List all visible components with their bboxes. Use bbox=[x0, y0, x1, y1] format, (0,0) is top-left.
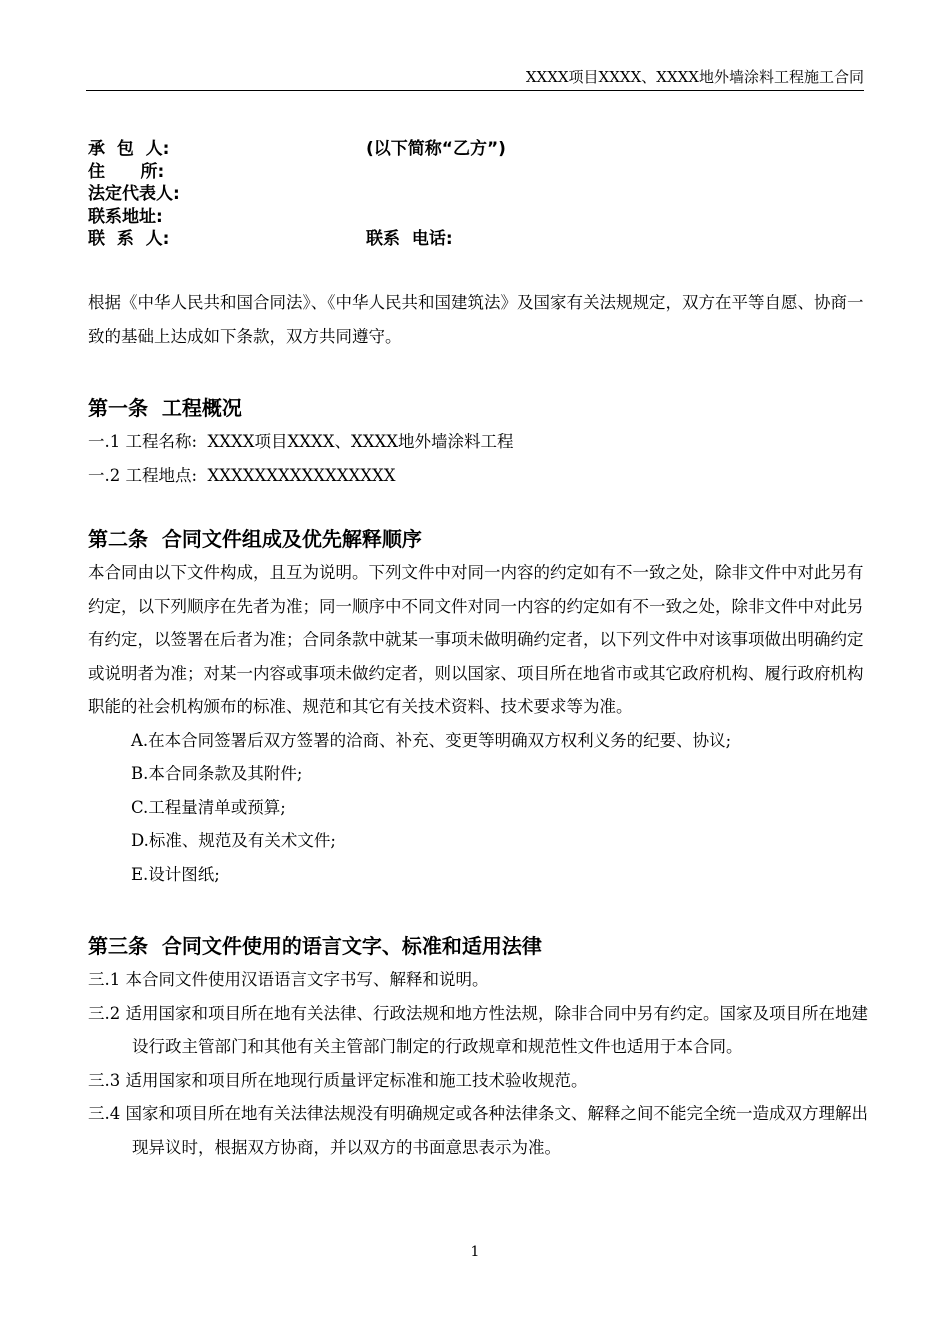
contractor-note: (以下简称“乙方”) bbox=[366, 139, 506, 159]
party-info-block bbox=[88, 138, 506, 251]
article-2-list-c: C.工程量清单或预算; bbox=[131, 797, 286, 817]
article-2-title: 第二条 合同文件组成及优先解释顺序 bbox=[88, 527, 422, 551]
article-3-item-2: 三.2 适用国家和项目所在地有关法律、行政法规和地方性法规，除非合同中另有约定。国家及项目所在地建设行政主管部门和其他有关主管部门制定的行政规章和规范性文件也适用于本合同。 bbox=[88, 1003, 868, 1056]
legal-rep-label: 法定代表人: bbox=[88, 184, 180, 204]
article-2-list-b: B.本合同条款及其附件; bbox=[131, 764, 303, 783]
page-header bbox=[86, 66, 864, 91]
article-2-body: 本合同由以下文件构成，且互为说明。下列文件中对同一内容的约定如有不一致之处，除非文件中对此另有约定，以下列顺序在先者为准；同一顺序中不同文件对同一内容的约定如有不一致之处，除非文件中对此另有约定，以签署在后者为准；合同条款中就某一事项未做明确约定者，以下列文件中对该事项做出明确约定或说明者为准；对某一内容或事项未做约定者，则以国家、项目所在地省市或其它政府机构、履行政府机构职能的社会机构颁布的标准、规范和其它有关技术资料、技术要求等为准。 bbox=[88, 563, 864, 716]
header-title: XXXX项目XXXX、XXXX地外墙涂料工程施工合同 bbox=[525, 68, 864, 86]
article-3-item-1: 三.1 本合同文件使用汉语语言文字书写、解释和说明。 bbox=[88, 970, 489, 989]
page-number: 1 bbox=[470, 1244, 480, 1260]
article-3-title: 第三条 合同文件使用的语言文字、标准和适用法律 bbox=[88, 934, 542, 958]
address-label: 住 所: bbox=[88, 161, 165, 182]
phone-label: 联系 电话: bbox=[366, 229, 453, 249]
article-2-list-e: E.设计图纸; bbox=[131, 864, 220, 884]
article-1-item-2: 一.2 工程地点: XXXXXXXXXXXXXXXX bbox=[88, 465, 396, 485]
article-3-item-3: 三.3 适用国家和项目所在地现行质量评定标准和施工技术验收规范。 bbox=[88, 1070, 588, 1090]
legal-rep-row bbox=[88, 183, 180, 206]
contractor-label: 承 包 人: bbox=[88, 139, 170, 159]
article-2-list-a: A.在本合同签署后双方签署的洽商、补充、变更等明确双方权利义务的纪要、协议; bbox=[131, 730, 732, 750]
contract-body bbox=[88, 286, 868, 1164]
address-row bbox=[88, 161, 180, 184]
article-1-title: 第一条 工程概况 bbox=[88, 396, 242, 420]
contact-address-row bbox=[88, 206, 180, 229]
article-1-item-1: 一.1 工程名称: XXXX项目XXXX、XXXX地外墙涂料工程 bbox=[88, 432, 514, 451]
contact-person-label: 联 系 人: bbox=[88, 229, 170, 249]
intro-paragraph: 根据《中华人民共和国合同法》、《中华人民共和国建筑法》及国家有关法规规定，双方在平等自愿、协商一致的基础上达成如下条款，双方共同遵守。 bbox=[88, 293, 864, 346]
article-3-item-4: 三.4 国家和项目所在地有关法律法规没有明确规定或各种法律条文、解释之间不能完全统一造成双方理解出现异议时，根据双方协商，并以双方的书面意思表示为准。 bbox=[88, 1104, 868, 1157]
article-2-list-d: D.标准、规范及有关术文件; bbox=[131, 831, 336, 850]
contact-address-label: 联系地址: bbox=[88, 206, 163, 227]
contractor-row bbox=[88, 138, 506, 161]
contact-person-row bbox=[88, 228, 453, 251]
